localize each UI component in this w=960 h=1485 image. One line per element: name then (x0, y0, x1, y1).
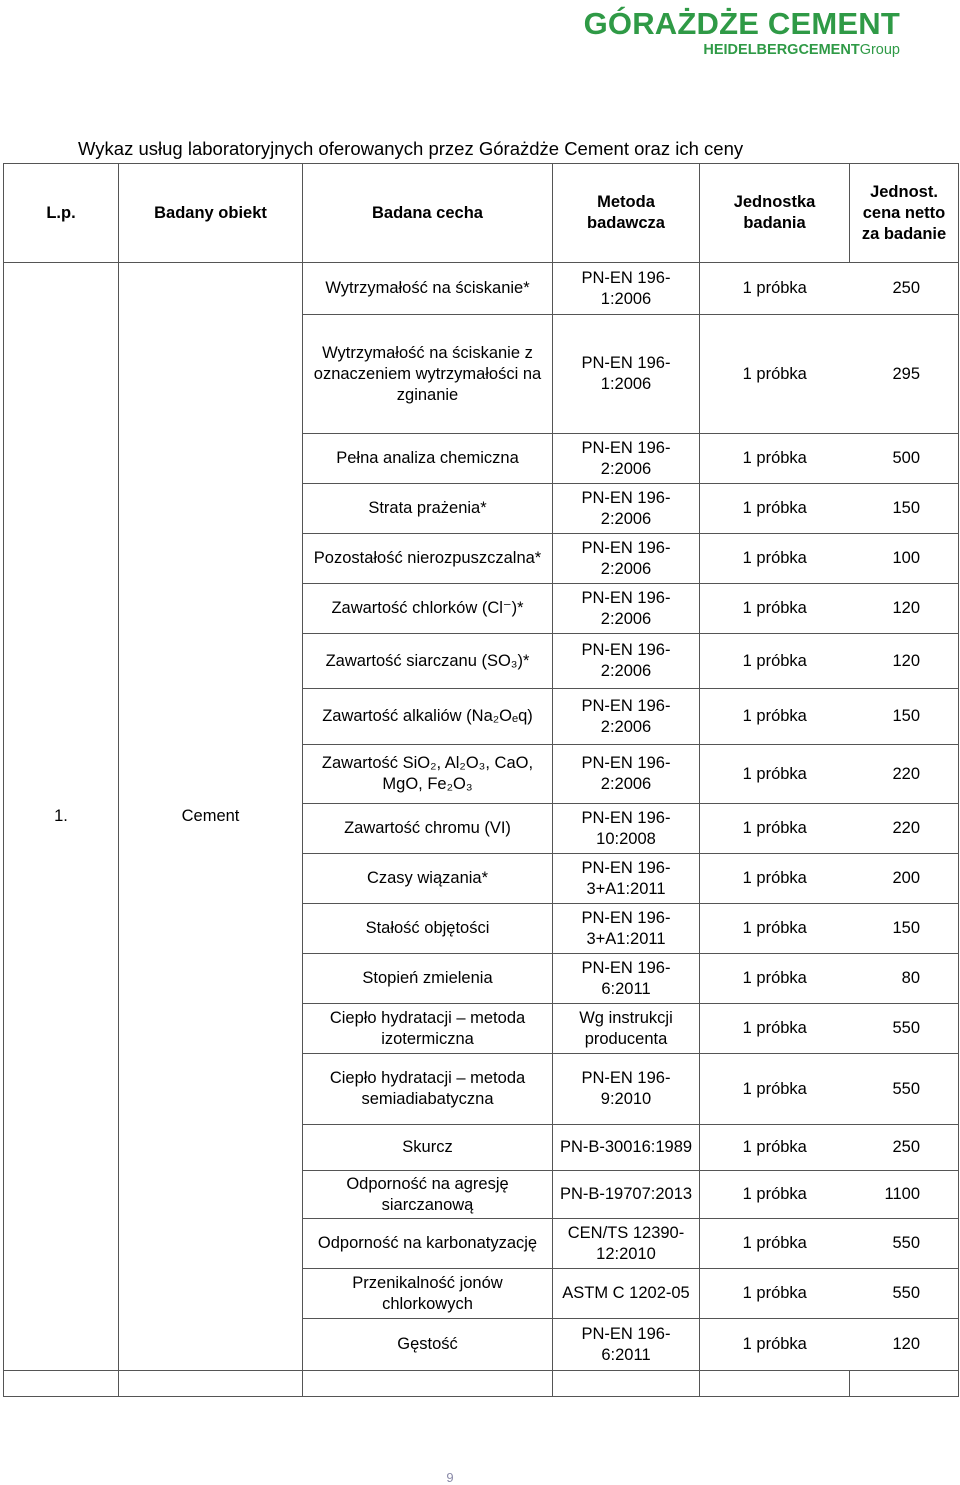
cell-cena: 150 (850, 689, 959, 745)
cell-jednostka: 1 próbka (700, 634, 850, 689)
cell-metoda: ASTM C 1202-05 (553, 1269, 700, 1319)
cell-cena: 550 (850, 1054, 959, 1125)
empty-cell (4, 1371, 119, 1397)
empty-cell (850, 1371, 959, 1397)
logo-brand: GÓRAŻDŻE CEMENT (583, 6, 900, 41)
cell-cena: 220 (850, 804, 959, 854)
page-number: 9 (446, 1470, 454, 1485)
cell-jednostka: 1 próbka (700, 954, 850, 1004)
cell-cecha: Stopień zmielenia (303, 954, 553, 1004)
cell-jednostka: 1 próbka (700, 1054, 850, 1125)
cell-metoda: PN-B-19707:2013 (553, 1171, 700, 1219)
cell-cecha: Zawartość alkaliów (Na₂Oₑq) (303, 689, 553, 745)
header-lp: L.p. (4, 164, 119, 263)
cell-jednostka: 1 próbka (700, 484, 850, 534)
cell-cena: 150 (850, 904, 959, 954)
cell-jednostka: 1 próbka (700, 434, 850, 484)
cell-metoda: PN-EN 196-2:2006 (553, 634, 700, 689)
cell-cena: 120 (850, 634, 959, 689)
cell-cecha: Stałość objętości (303, 904, 553, 954)
cell-jednostka: 1 próbka (700, 263, 850, 315)
header-price-top: Jednost. (870, 183, 938, 201)
cell-cecha: Strata prażenia* (303, 484, 553, 534)
cell-metoda: PN-EN 196-6:2011 (553, 1319, 700, 1371)
cell-cena: 120 (850, 584, 959, 634)
header-price (850, 164, 959, 263)
table-header-row (4, 164, 959, 263)
cell-jednostka: 1 próbka (700, 315, 850, 434)
cell-cena: 550 (850, 1269, 959, 1319)
empty-cell (553, 1371, 700, 1397)
header-cecha: Badana cecha (303, 164, 553, 263)
cell-cecha: Odporność na karbonatyzację (303, 1219, 553, 1269)
cell-cena: 150 (850, 484, 959, 534)
cell-cena: 500 (850, 434, 959, 484)
empty-cell (303, 1371, 553, 1397)
cell-cena: 120 (850, 1319, 959, 1371)
empty-cell (700, 1371, 850, 1397)
cell-cena: 200 (850, 854, 959, 904)
group-lp: 1. (4, 263, 119, 1371)
group-obiekt: Cement (119, 263, 303, 1371)
logo-group-bold: HEIDELBERGCEMENT (703, 42, 860, 58)
cell-metoda: PN-EN 196-3+A1:2011 (553, 904, 700, 954)
table-empty-row (4, 1371, 959, 1397)
cell-cecha: Przenikalność jonów chlorkowych (303, 1269, 553, 1319)
cell-metoda: PN-EN 196-2:2006 (553, 689, 700, 745)
header-price-bottom: cena netto za badanie (861, 204, 947, 243)
logo-group (584, 42, 900, 58)
cell-cecha: Ciepło hydratacji – metoda izotermiczna (303, 1004, 553, 1054)
document-title: Wykaz usług laboratoryjnych oferowanych przez Górażdże Cement oraz ich ceny (78, 138, 744, 159)
header-obiekt: Badany obiekt (119, 164, 303, 263)
cell-jednostka: 1 próbka (700, 1171, 850, 1219)
cell-metoda: PN-EN 196-10:2008 (553, 804, 700, 854)
header-jednostka: Jednostka badania (700, 164, 850, 263)
cell-cena: 550 (850, 1004, 959, 1054)
cell-cecha: Ciepło hydratacji – metoda semiadiabatyczna (303, 1054, 553, 1125)
cell-jednostka: 1 próbka (700, 584, 850, 634)
cell-jednostka: 1 próbka (700, 804, 850, 854)
cell-metoda: PN-B-30016:1989 (553, 1125, 700, 1171)
cell-cena: 550 (850, 1219, 959, 1269)
cell-cecha: Pełna analiza chemiczna (303, 434, 553, 484)
cell-cena: 220 (850, 745, 959, 804)
cell-jednostka: 1 próbka (700, 854, 850, 904)
cell-jednostka: 1 próbka (700, 1269, 850, 1319)
cell-cecha: Zawartość SiO₂, Al₂O₃, CaO, MgO, Fe₂O₃ (303, 745, 553, 804)
table-row (4, 263, 959, 315)
logo-group-rest: Group (859, 42, 900, 58)
cell-metoda: PN-EN 196-2:2006 (553, 584, 700, 634)
cell-metoda: PN-EN 196-6:2011 (553, 954, 700, 1004)
cell-cecha: Wytrzymałość na ściskanie* (303, 263, 553, 315)
cell-cecha: Odporność na agresję siarczanową (303, 1171, 553, 1219)
cell-metoda: PN-EN 196-9:2010 (553, 1054, 700, 1125)
empty-cell (119, 1371, 303, 1397)
cell-metoda: PN-EN 196-3+A1:2011 (553, 854, 700, 904)
company-logo (584, 6, 900, 58)
cell-cena: 250 (850, 263, 959, 315)
cell-metoda: PN-EN 196-1:2006 (553, 315, 700, 434)
cell-cena: 80 (850, 954, 959, 1004)
cell-metoda: PN-EN 196-1:2006 (553, 263, 700, 315)
cell-metoda: PN-EN 196-2:2006 (553, 745, 700, 804)
cell-jednostka: 1 próbka (700, 1125, 850, 1171)
price-table (3, 163, 959, 1397)
cell-metoda: PN-EN 196-2:2006 (553, 434, 700, 484)
cell-cecha: Zawartość siarczanu (SO₃)* (303, 634, 553, 689)
cell-metoda: Wg instrukcji producenta (553, 1004, 700, 1054)
cell-cecha: Zawartość chromu (VI) (303, 804, 553, 854)
cell-jednostka: 1 próbka (700, 534, 850, 584)
cell-cecha: Skurcz (303, 1125, 553, 1171)
header-metoda: Metoda badawcza (553, 164, 700, 263)
cell-jednostka: 1 próbka (700, 1219, 850, 1269)
cell-metoda: CEN/TS 12390-12:2010 (553, 1219, 700, 1269)
cell-cena: 1100 (850, 1171, 959, 1219)
cell-jednostka: 1 próbka (700, 1319, 850, 1371)
cell-jednostka: 1 próbka (700, 745, 850, 804)
cell-cecha: Wytrzymałość na ściskanie z oznaczeniem wytrzymałości na zginanie (303, 315, 553, 434)
cell-jednostka: 1 próbka (700, 1004, 850, 1054)
cell-cecha: Gęstość (303, 1319, 553, 1371)
cell-metoda: PN-EN 196-2:2006 (553, 534, 700, 584)
cell-cecha: Czasy wiązania* (303, 854, 553, 904)
cell-cecha: Pozostałość nierozpuszczalna* (303, 534, 553, 584)
cell-jednostka: 1 próbka (700, 689, 850, 745)
cell-cena: 250 (850, 1125, 959, 1171)
cell-cena: 295 (850, 315, 959, 434)
cell-cecha: Zawartość chlorków (Cl⁻)* (303, 584, 553, 634)
cell-metoda: PN-EN 196-2:2006 (553, 484, 700, 534)
cell-jednostka: 1 próbka (700, 904, 850, 954)
cell-cena: 100 (850, 534, 959, 584)
